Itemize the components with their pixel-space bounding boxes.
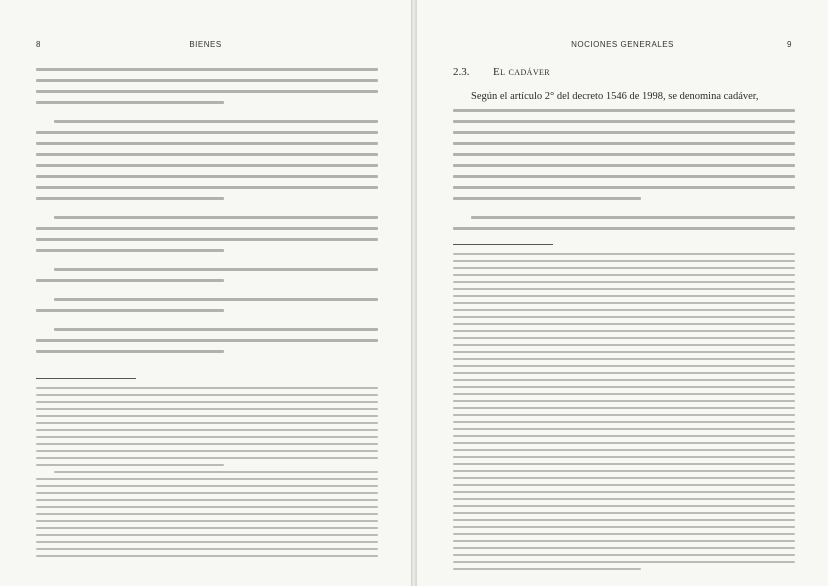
footnotes [36,372,378,562]
opening-words: Según el artículo 2° del decreto 1546 de 1998, se denomina cadáver, [471,91,759,102]
page-number: 8 [36,40,41,49]
left-page [0,0,411,586]
section-block [453,66,795,238]
page-number: 9 [787,40,792,49]
body-text-block [36,68,378,361]
section-heading [453,66,795,78]
running-head: NOCIONES GENERALES [571,40,674,49]
opening-paragraph [453,90,795,103]
footnote-rule [36,378,136,379]
right-page [417,0,828,586]
section-number: 2.3. [453,66,470,78]
section-title: El cadáver [493,66,551,78]
footnotes [453,238,795,575]
running-head: BIENES [189,40,222,49]
footnote-rule [453,244,553,245]
